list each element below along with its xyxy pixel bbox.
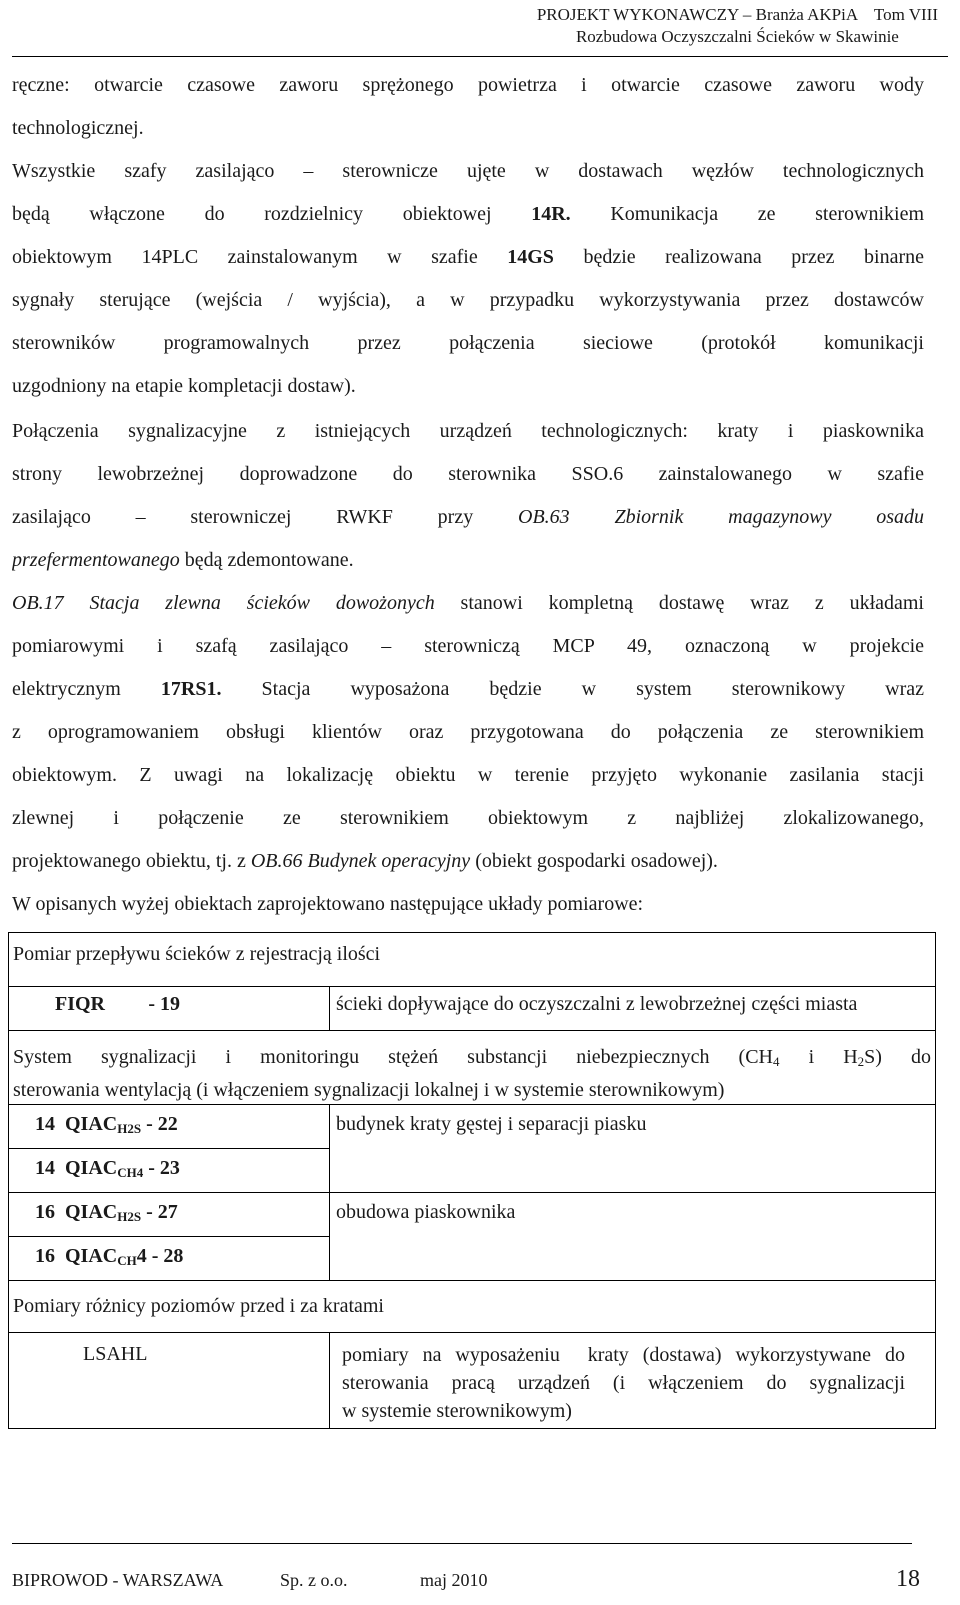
text-line: [12, 840, 924, 883]
fiqr-tag: FIQR: [55, 993, 105, 1015]
text-run: będą zdemontowane.: [184, 549, 354, 571]
tag-index: - 28: [151, 1245, 184, 1267]
text-run-bold: 17RS1.: [160, 678, 222, 700]
text-run-italic: OB.17 Stacja zlewna ścieków dowożonych: [12, 592, 435, 614]
paragraph-5: [12, 883, 924, 926]
tag-subscript: H2S: [117, 1209, 142, 1224]
footer-date: maj 2010: [420, 1570, 488, 1590]
section-cell: [9, 1031, 936, 1105]
tag-cell: [9, 1105, 330, 1149]
subscript: 2: [857, 1054, 865, 1069]
description-cell: obudowa piaskownika: [330, 1193, 936, 1281]
table-row: [9, 987, 936, 1031]
fiqr-number: - 19: [148, 993, 180, 1015]
text-line: [12, 193, 924, 236]
tag-subscript: CH4: [117, 1165, 144, 1180]
text-run: i H: [808, 1046, 858, 1068]
description-line: w systemie sterownikowym): [342, 1400, 572, 1422]
description-cell: [330, 1333, 936, 1429]
text-run: Komunikacja ze sterownikiem: [610, 203, 924, 225]
tag-tail: 4: [136, 1245, 147, 1267]
table-section-row: [9, 1031, 936, 1105]
tag-cell: [9, 987, 330, 1031]
page-number: 18: [896, 1566, 920, 1592]
footer-company: BIPROWOD - WARSZAWA: [12, 1570, 224, 1590]
footer-company-form: Sp. z o.o.: [280, 1570, 348, 1590]
tag-cell: [9, 1193, 330, 1237]
text-line: technologicznej.: [12, 117, 144, 139]
text-line: ręczne: otwarcie czasowe zaworu sprężonego powietrza i otwarcie czasowe zaworu wody: [12, 74, 924, 96]
page-header: [537, 4, 938, 48]
table-row: [9, 1333, 936, 1429]
table-section-row: [9, 1281, 936, 1333]
text-run: będzie realizowana przez binarne: [583, 246, 924, 268]
section-cell: Pomiar przepływu ścieków z rejestracją ilości: [9, 933, 936, 987]
tag-code: QIAC: [65, 1245, 118, 1267]
header-title: PROJEKT WYKONAWCZY – Branża AKPiA Tom VIII: [536, 5, 938, 24]
description-line: sterowania pracą urządzeń (i włączeniem do sygnalizacji: [342, 1372, 905, 1394]
tag-code: QIAC: [65, 1201, 118, 1223]
paragraph-1: [12, 64, 924, 150]
measurement-table: [8, 932, 936, 1429]
tag-subscript: CH: [117, 1253, 137, 1268]
text-line: W opisanych wyżej obiektach zaprojektowano następujące układy pomiarowe:: [12, 893, 644, 915]
paragraph-2: [12, 150, 924, 408]
text-run-italic: OB.66 Budynek operacyjny: [250, 850, 471, 872]
description-cell: budynek kraty gęstej i separacji piasku: [330, 1105, 936, 1193]
text-line: [12, 539, 924, 582]
tag-number: 16: [35, 1245, 55, 1267]
tag-code: QIAC: [65, 1157, 118, 1179]
text-run-bold: 14GS: [507, 246, 554, 268]
text-run: zasilająco – sterowniczej RWKF przy: [12, 506, 474, 528]
text-line: z oprogramowaniem obsługi klientów oraz przygotowana do połączenia ze sterownikiem: [12, 721, 924, 743]
tag-index: - 23: [148, 1157, 180, 1179]
text-run: projektowanego obiektu, tj. z: [12, 850, 246, 872]
text-line: [12, 496, 924, 539]
tag-cell: [9, 1149, 330, 1193]
text-run: elektrycznym: [12, 678, 121, 700]
text-line: Połączenia sygnalizacyjne z istniejących urządzeń technologicznych: kraty i piaskownika: [12, 420, 924, 442]
section-line: [13, 1043, 931, 1076]
text-line: [12, 236, 924, 279]
text-run-italic: OB.63 Zbiornik magazynowy osadu: [518, 506, 924, 528]
text-run-italic: przefermentowanego: [12, 549, 180, 571]
header-rule: [12, 56, 948, 57]
tag-number: 16: [35, 1201, 55, 1223]
text-line: obiektowym. Z uwagi na lokalizację obiektu w terenie przyjęto wykonanie zasilania stacji: [12, 764, 924, 786]
text-run: (obiekt gospodarki osadowej).: [475, 850, 718, 872]
text-run: będą włączone do rozdzielnicy obiektowej: [12, 203, 492, 225]
tag-cell: [9, 1237, 330, 1281]
text-line: sygnały sterujące (wejścia / wyjścia), a w przypadku wykorzystywania przez dostawców: [12, 289, 924, 311]
subscript: 4: [773, 1054, 780, 1069]
text-run: System sygnalizacji i monitoringu stężeń substancji niebezpiecznych (CH: [13, 1046, 773, 1068]
table-section-row: [9, 933, 936, 987]
section-line: sterowania wentylacją (i włączeniem sygnalizacji lokalnej i w systemie sterownikowym): [13, 1079, 725, 1101]
description-cell: ścieki dopływające do oczyszczalni z lewobrzeżnej części miasta: [330, 987, 936, 1031]
text-run: obiektowym 14PLC zainstalowanym w szafie: [12, 246, 478, 268]
text-line: pomiarowymi i szafą zasilająco – sterowniczą MCP 49, oznaczoną w projekcie: [12, 635, 924, 657]
text-line: strony lewobrzeżnej doprowadzone do sterownika SSO.6 zainstalowanego w szafie: [12, 463, 924, 485]
table-row: [9, 1105, 936, 1149]
footer-rule: [12, 1543, 912, 1544]
text-run: stanowi kompletną dostawę wraz z układami: [460, 592, 924, 614]
tag-index: - 27: [146, 1201, 178, 1223]
text-line: uzgodniony na etapie kompletacji dostaw).: [12, 375, 356, 397]
text-line: [12, 582, 924, 625]
text-run: S) do: [864, 1046, 932, 1068]
header-subtitle: Rozbudowa Oczyszczalni Ścieków w Skawinie: [575, 27, 899, 46]
table-row: [9, 1193, 936, 1237]
tag-subscript: H2S: [117, 1121, 142, 1136]
tag-code: QIAC: [65, 1113, 118, 1135]
text-line: [12, 668, 924, 711]
text-line: Wszystkie szafy zasilająco – sterownicze ujęte w dostawach węzłów technologicznych: [12, 160, 924, 182]
tag-number: 14: [35, 1157, 55, 1179]
text-run-bold: 14R.: [531, 203, 571, 225]
description-line: pomiary na wyposażeniu kraty (dostawa) wykorzystywane do: [342, 1344, 905, 1366]
section-cell: Pomiary różnicy poziomów przed i za kratami: [9, 1281, 936, 1333]
text-line: zlewnej i połączenie ze sterownikiem obiektowym z najbliżej zlokalizowanego,: [12, 807, 924, 829]
tag-index: - 22: [146, 1113, 178, 1135]
text-line: sterowników programowalnych przez połączenia sieciowe (protokół komunikacji: [12, 332, 924, 354]
text-run: Stacja wyposażona będzie w system sterownikowy wraz: [261, 678, 924, 700]
tag-number: 14: [35, 1113, 55, 1135]
paragraph-4: [12, 582, 924, 883]
tag-cell: LSAHL: [9, 1333, 330, 1429]
paragraph-3: [12, 410, 924, 582]
